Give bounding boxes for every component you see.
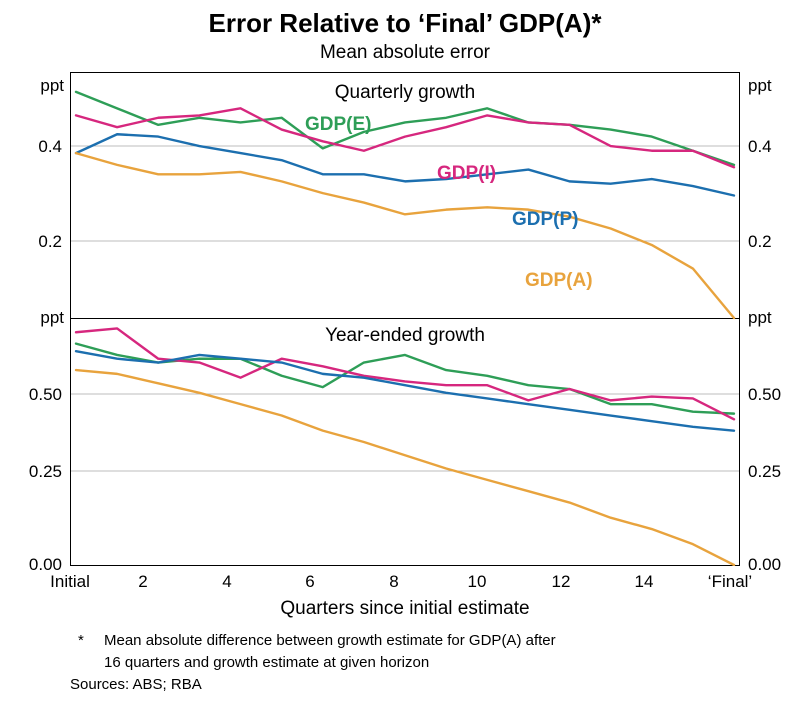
ytick-left-year-ended-0.50: 0.50 xyxy=(28,385,62,404)
ytick-right-year-ended-0.00: 0.00 xyxy=(748,555,782,574)
xtick-8: 8 xyxy=(389,572,399,591)
series-line-gdpe-year-ended-growth xyxy=(76,344,734,414)
plot-area xyxy=(70,72,740,566)
ytick-right-year-ended-0.50: 0.50 xyxy=(748,385,782,404)
xtick-12: 12 xyxy=(551,572,571,591)
ytick-right-quarterly-0.4: 0.4 xyxy=(748,137,772,156)
panel-caption-quarterly: Quarterly growth xyxy=(334,82,476,103)
xtick-2: 2 xyxy=(138,572,148,591)
ytick-left-quarterly-0.2: 0.2 xyxy=(38,232,62,251)
xtick-10: 10 xyxy=(467,572,487,591)
series-label-gdp-p: GDP(P) xyxy=(512,209,579,230)
x-axis-title: Quarters since initial estimate xyxy=(280,598,530,619)
panel-frame-quarterly xyxy=(71,73,740,319)
ylabel-unit-top-left: ppt xyxy=(40,76,64,95)
footnote-marker: * xyxy=(78,632,84,649)
ylabel-unit-top-right: ppt xyxy=(748,76,772,95)
chart-title: Error Relative to ‘Final’ GDP(A)* xyxy=(208,8,602,38)
xtick-final: ‘Final’ xyxy=(707,572,753,591)
ytick-left-year-ended-0.00: 0.00 xyxy=(28,555,62,574)
series-label-gdp-e: GDP(E) xyxy=(305,114,372,135)
series-line-gdpi-quarterly-growth xyxy=(76,108,734,167)
series-line-gdpa-year-ended-growth xyxy=(76,370,734,565)
panel-caption-year-ended: Year-ended growth xyxy=(325,325,485,346)
chart-svg xyxy=(70,72,740,566)
series-line-gdpp-quarterly-growth xyxy=(76,134,734,195)
chart-subtitle: Mean absolute error xyxy=(319,42,491,63)
ytick-right-quarterly-0.2: 0.2 xyxy=(748,232,772,251)
series-label-gdp-i: GDP(I) xyxy=(437,163,497,184)
xtick-14: 14 xyxy=(634,572,654,591)
ylabel-unit-bottom-left: ppt xyxy=(40,308,64,327)
xtick-4: 4 xyxy=(222,572,232,591)
ytick-left-year-ended-0.25: 0.25 xyxy=(28,462,62,481)
ytick-right-year-ended-0.25: 0.25 xyxy=(748,462,782,481)
series-label-gdp-a: GDP(A) xyxy=(525,270,593,291)
footnote-line-1: Mean absolute difference between growth estimate for GDP(A) after xyxy=(104,632,556,649)
ytick-left-quarterly-0.4: 0.4 xyxy=(38,137,62,156)
footnote-line-2: 16 quarters and growth estimate at given horizon xyxy=(104,654,430,671)
series-line-gdpa-quarterly-growth xyxy=(76,153,734,318)
ylabel-unit-bottom-right: ppt xyxy=(748,308,772,327)
sources-line: Sources: ABS; RBA xyxy=(70,676,202,693)
xtick-6: 6 xyxy=(305,572,315,591)
series-line-gdpp-year-ended-growth xyxy=(76,351,734,430)
xtick-initial: Initial xyxy=(50,572,90,591)
